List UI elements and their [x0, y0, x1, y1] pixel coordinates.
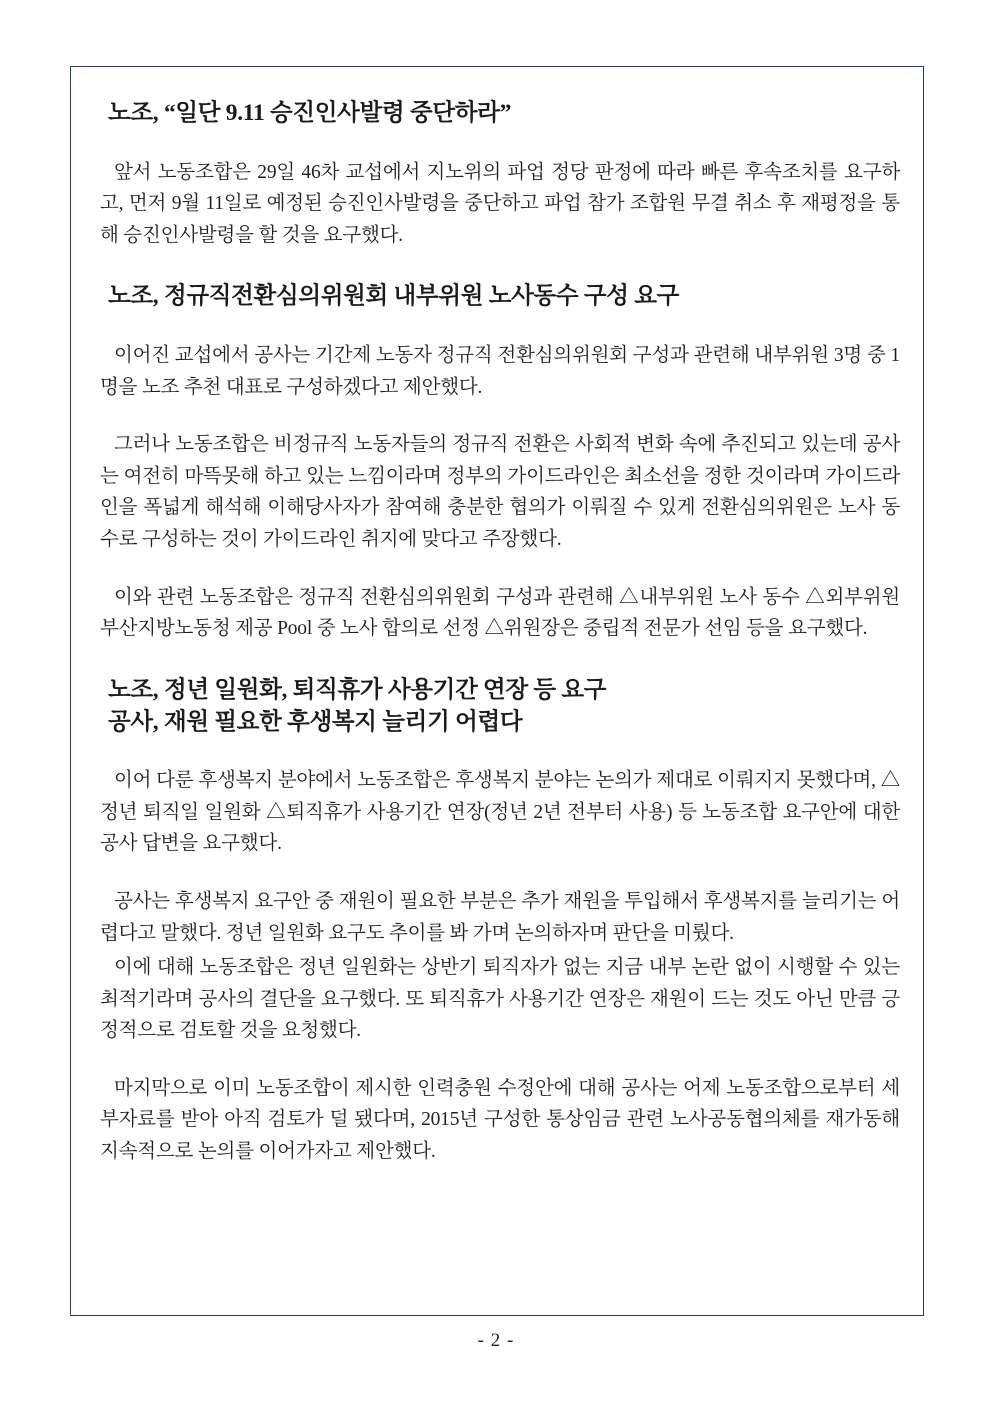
spacer — [100, 319, 900, 340]
spacer — [100, 1047, 900, 1073]
spacer — [100, 645, 900, 675]
heading-text-secondary: 공사, 재원 필요한 후생복지 늘리기 어렵다 — [108, 708, 523, 735]
paragraph: 이어 다룬 후생복지 분야에서 노동조합은 후생복지 분야는 논의가 제대로 이뤄지지 못했다며, △정년 퇴직일 일원화 △퇴직휴가 사용기간 연장(정년 2년 전부터 사용) 등 노동조합 요구안에 대한 공사 답변을 요구했다. — [100, 770, 900, 855]
paragraph: 그러나 노동조합은 비정규직 노동자들의 정규직 전환은 사회적 변화 속에 추진되고 있는데 공사는 여전히 마뜩못해 하고 있는 느낌이라며 정부의 가이드라인은 최소선을 정한 것이라며 가이드라인을 폭넓게 해석해 이해당사자가 참여해 충분한 협의가 이뤄질 수 있게 전환심의위원은 노사 동수로 구성하는 것이 가이드라인 취지에 맞다고 주장했다. — [100, 434, 900, 551]
paragraph: 마지막으로 이미 노동조합이 제시한 인력충원 수정안에 대해 공사는 어제 노동조합으로부터 세부자료를 받아 아직 검토가 덜 됐다며, 2015년 구성한 통상임금 관련 노사공동협의체를 재가동해 지속적으로 논의를 이어가자고 제안했다. — [100, 1077, 900, 1163]
spacer — [100, 136, 900, 157]
paragraph: 이어진 교섭에서 공사는 기간제 노동자 정규직 전환심의위원회 구성과 관련해 내부위원 3명 중 1명을 노조 추천 대표로 구성하겠다고 제안했다. — [100, 345, 900, 398]
heading-text: 노조, 정년 일원화, 퇴직휴가 사용기간 연장 등 요구 — [108, 676, 607, 703]
section-heading-2 — [100, 281, 900, 313]
section-heading-3 — [100, 675, 900, 738]
paragraph: 공사는 후생복지 요구안 중 재원이 필요한 부분은 추가 재원을 투입해서 후생복지를 늘리기는 어렵다고 말했다. 정년 일원화 요구도 추이를 봐 가며 논의하자며 판단을 미뤘다. — [100, 890, 900, 944]
heading-text: 노조, “일단 9.11 승진인사발령 중단하라” — [108, 100, 512, 126]
spacer — [100, 251, 900, 281]
spacer — [100, 744, 900, 765]
paragraph: 이와 관련 노동조합은 정규직 전환심의위원회 구성과 관련해 △내부위원 노사 동수 △외부위원 부산지방노동청 제공 Pool 중 노사 합의로 선정 △위원장은 중립적 전문가 선임 등을 요구했다. — [100, 586, 900, 640]
paragraph: 앞서 노동조합은 29일 46차 교섭에서 지노위의 파업 정당 판정에 따라 빠른 후속조치를 요구하고, 먼저 9월 11일로 예정된 승진인사발령을 중단하고 파업 참가 조합원 무결 취소 후 재평정을 통해 승진인사발령을 할 것을 요구했다. — [100, 161, 900, 246]
section-heading-1 — [100, 98, 900, 130]
heading-text: 노조, 정규직전환심의위원회 내부위원 노사동수 구성 요구 — [108, 283, 680, 310]
spacer — [100, 860, 900, 886]
spacer — [100, 403, 900, 429]
document-body — [100, 84, 900, 1168]
page-number: - 2 - — [477, 1330, 515, 1351]
paragraph: 이에 대해 노동조합은 정년 일원화는 상반기 퇴직자가 없는 지금 내부 논란 없이 시행할 수 있는 최적기라며 공사의 결단을 요구했다. 또 퇴직휴가 사용기간 연장은 재원이 드는 것도 아닌 만큼 긍정적으로 검토할 것을 요청했다. — [100, 957, 900, 1042]
spacer — [100, 556, 900, 582]
